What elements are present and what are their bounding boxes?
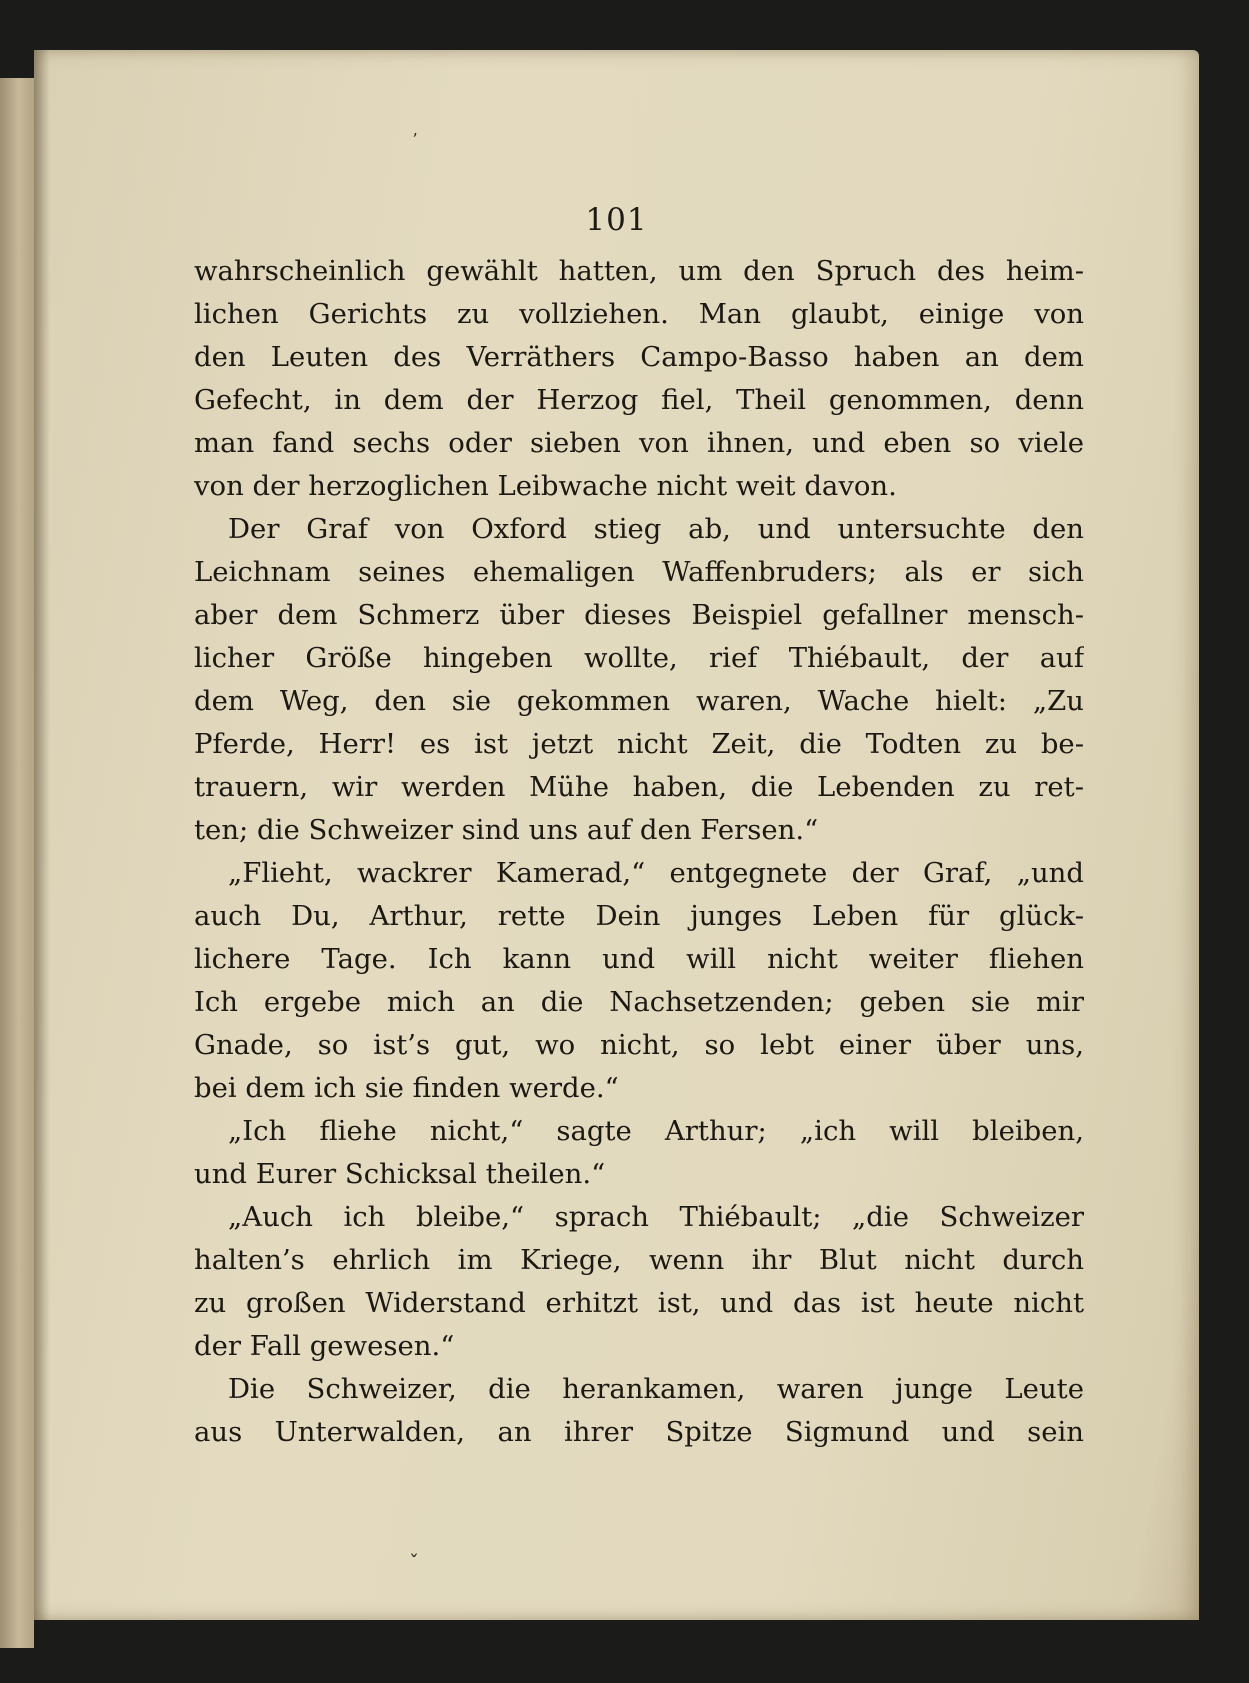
previous-page-edge — [0, 78, 34, 1648]
text-line: man fand sechs oder sieben von ihnen, und eben so viele — [194, 427, 1084, 459]
text-line: „Ich fliehe nicht,“ sagte Arthur; „ich will bleiben, — [228, 1115, 1084, 1147]
text-line: und Eurer Schicksal theilen.“ — [194, 1158, 606, 1190]
text-line: Leichnam seines ehemaligen Waffenbruders; als er sich — [194, 556, 1084, 588]
text-line: Ich ergebe mich an die Nachsetzenden; geben sie mir — [194, 986, 1084, 1018]
text-line: von der herzoglichen Leibwache nicht weit davon. — [194, 470, 897, 502]
text-line: aber dem Schmerz über dieses Beispiel gefallner mensch- — [194, 599, 1084, 631]
text-line: licher Größe hingeben wollte, rief Thiébault, der auf — [194, 642, 1084, 674]
text-line: Pferde, Herr! es ist jetzt nicht Zeit, die Todten zu be- — [194, 728, 1084, 760]
text-line: zu großen Widerstand erhitzt ist, und das ist heute nicht — [194, 1287, 1084, 1319]
text-line: Gnade, so ist’s gut, wo nicht, so lebt einer über uns, — [194, 1029, 1084, 1061]
text-line: Gefecht, in dem der Herzog fiel, Theil genommen, denn — [194, 384, 1084, 416]
ink-mark: ʼ — [412, 130, 418, 149]
book-page — [34, 50, 1199, 1620]
text-line: lichen Gerichts zu vollziehen. Man glaubt, einige von — [194, 298, 1084, 330]
text-line: lichere Tage. Ich kann und will nicht weiter fliehen — [194, 943, 1084, 975]
text-line: trauern, wir werden Mühe haben, die Lebenden zu ret- — [194, 771, 1084, 803]
text-line: aus Unterwalden, an ihrer Spitze Sigmund und sein — [194, 1416, 1084, 1448]
text-line: auch Du, Arthur, rette Dein junges Leben für glück- — [194, 900, 1084, 932]
body-text — [194, 250, 1084, 1454]
text-line: wahrscheinlich gewählt hatten, um den Spruch des heim- — [194, 255, 1084, 287]
gutter-shadow — [34, 50, 50, 1620]
ink-mark: ˇ — [409, 1550, 419, 1574]
text-line: bei dem ich sie finden werde.“ — [194, 1072, 619, 1104]
text-line: „Flieht, wackrer Kamerad,“ entgegnete der Graf, „und — [228, 857, 1084, 889]
text-line: Die Schweizer, die herankamen, waren junge Leute — [228, 1373, 1084, 1405]
text-line: der Fall gewesen.“ — [194, 1330, 455, 1362]
text-line: dem Weg, den sie gekommen waren, Wache hielt: „Zu — [194, 685, 1084, 717]
text-line: Der Graf von Oxford stieg ab, und untersuchte den — [228, 513, 1084, 545]
text-line: „Auch ich bleibe,“ sprach Thiébault; „die Schweizer — [228, 1201, 1084, 1233]
page-number: 101 — [585, 202, 648, 238]
text-line: den Leuten des Verräthers Campo-Basso haben an dem — [194, 341, 1084, 373]
text-line: ten; die Schweizer sind uns auf den Fersen.“ — [194, 814, 819, 846]
text-line: halten’s ehrlich im Kriege, wenn ihr Blut nicht durch — [194, 1244, 1084, 1276]
